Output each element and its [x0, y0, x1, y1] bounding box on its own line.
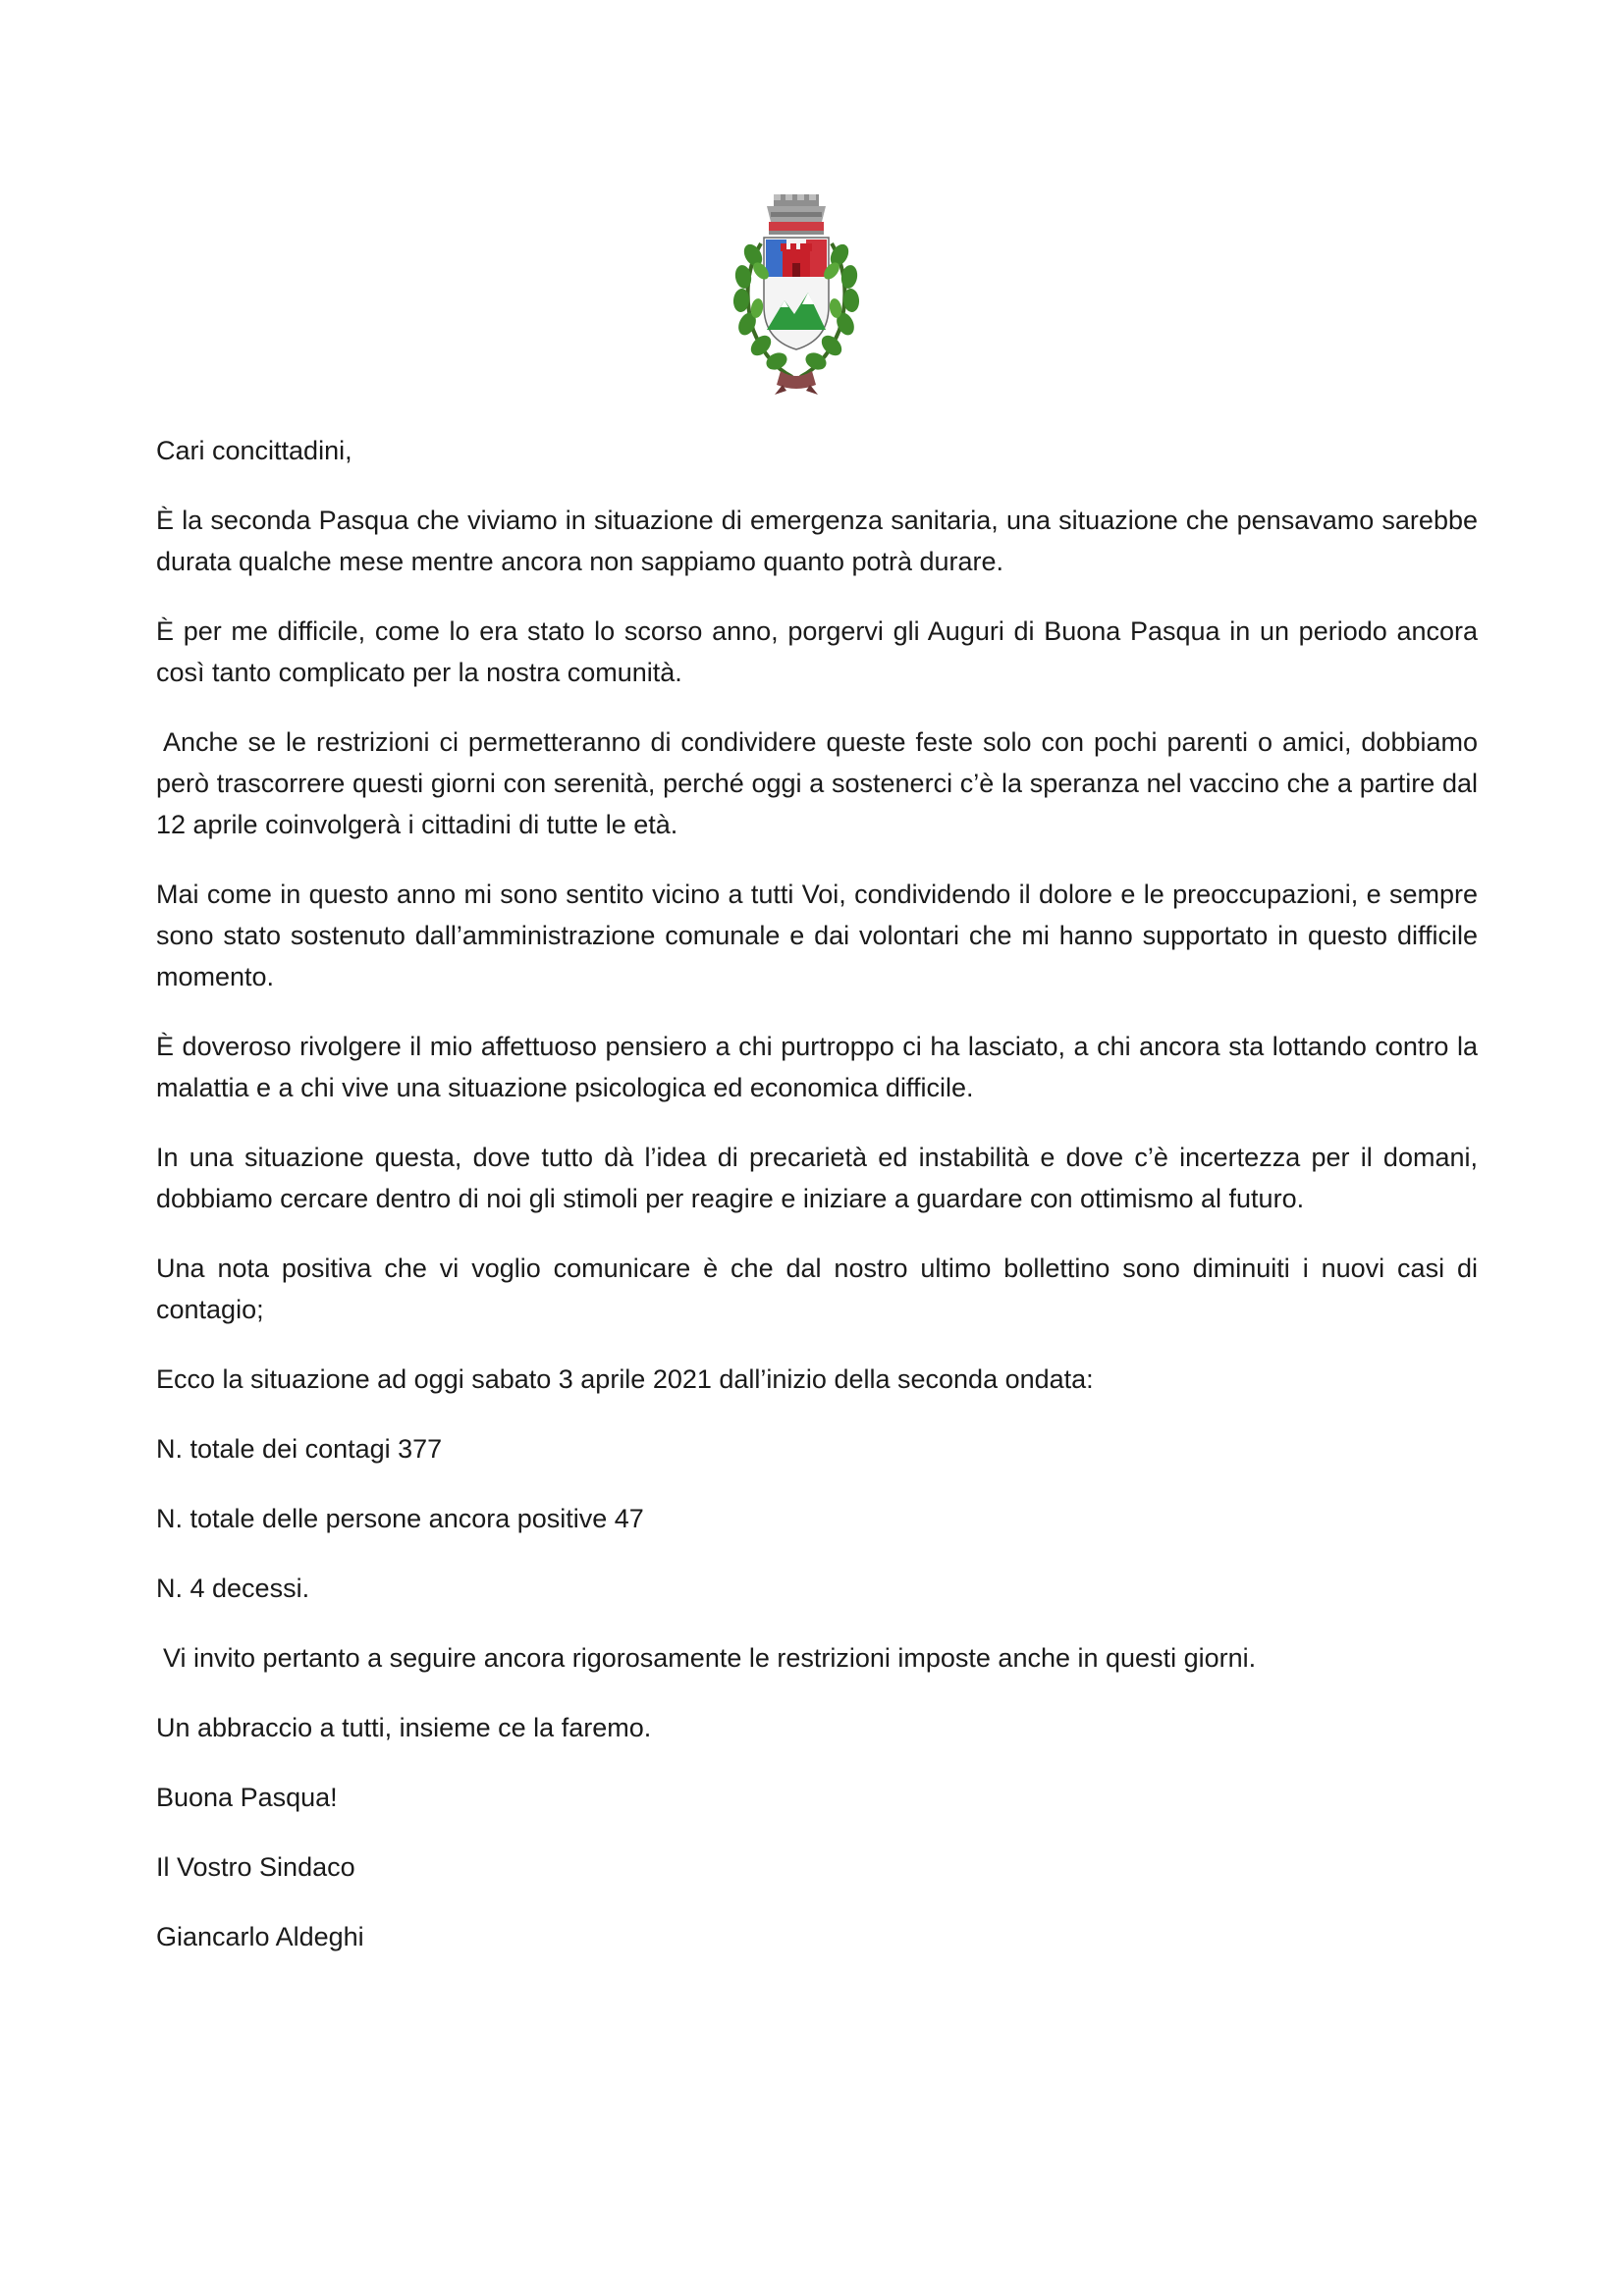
paragraph: È per me difficile, come lo era stato lo scorso anno, porgervi gli Auguri di Buona Pasqua in un periodo ancora così tanto complicato per la nostra comunità. — [156, 616, 1478, 687]
status-intro: Ecco la situazione ad oggi sabato 3 aprile 2021 dall’inizio della seconda ondata: — [156, 1364, 1094, 1394]
paragraph: È doveroso rivolgere il mio affettuoso pensiero a chi purtroppo ci ha lasciato, a chi ancora sta lottando contro la malattia e a chi vive una situazione psicologica ed economica difficile. — [156, 1032, 1478, 1102]
stat-line: N. 4 decessi. — [156, 1574, 310, 1603]
paragraph: Anche se le restrizioni ci permetteranno di condividere queste feste solo con pochi parenti o amici, dobbiamo però trascorrere questi giorni con serenità, perché oggi a sostenerci c’è la speranza nel vaccino che a partire dal 12 aprile coinvolgerà i cittadini di tutte le età. — [156, 727, 1478, 839]
stat-line: N. totale delle persone ancora positive 47 — [156, 1504, 644, 1533]
invitation: Vi invito pertanto a seguire ancora rigorosamente le restrizioni imposte anche in questi giorni. — [163, 1643, 1257, 1673]
paragraph: Mai come in questo anno mi sono sentito vicino a tutti Voi, condividendo il dolore e le preoccupazioni, e sempre sono stato sostenuto dall’amministrazione comunale e dai volontari che mi hanno supportato in questo difficile momento. — [156, 880, 1478, 991]
signature-name: Giancarlo Aldeghi — [156, 1922, 364, 1951]
shield-icon — [764, 238, 829, 349]
letter-body — [156, 430, 1478, 1986]
ribbon-icon — [775, 371, 818, 395]
crown-icon — [767, 194, 826, 235]
signature-role: Il Vostro Sindaco — [156, 1852, 355, 1882]
easter-wish: Buona Pasqua! — [156, 1783, 338, 1812]
stat-line: N. totale dei contagi 377 — [156, 1434, 443, 1464]
paragraph: È la seconda Pasqua che viviamo in situazione di emergenza sanitaria, una situazione che pensavamo sarebbe durata qualche mese mentre ancora non sappiamo quanto potrà durare. — [156, 506, 1478, 576]
embrace: Un abbraccio a tutti, insieme ce la faremo. — [156, 1713, 652, 1742]
coat-of-arms-icon — [731, 192, 861, 395]
paragraph: In una situazione questa, dove tutto dà l’idea di precarietà ed instabilità e dove c’è incertezza per il domani, dobbiamo cercare dentro di noi gli stimoli per reagire e iniziare a guardare con ottimismo al futuro. — [156, 1143, 1478, 1213]
greeting: Cari concittadini, — [156, 436, 352, 465]
paragraph: Una nota positiva che vi voglio comunicare è che dal nostro ultimo bollettino sono diminuiti i nuovi casi di contagio; — [156, 1254, 1478, 1324]
